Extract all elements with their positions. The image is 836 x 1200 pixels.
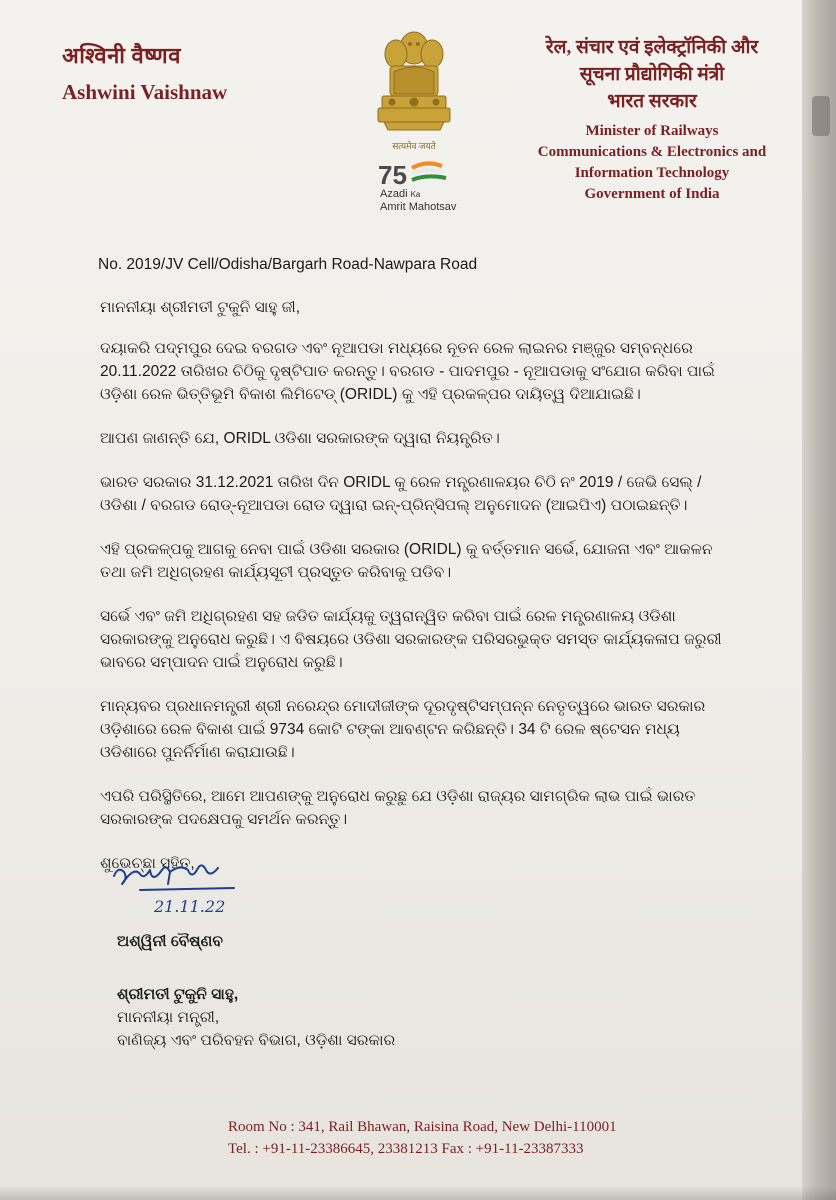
designation-hindi-line-2: सूचना प्रौद्योगिकी मंत्री xyxy=(579,64,725,85)
lion-capital-icon xyxy=(364,22,464,142)
signature-date: 21.11.22 xyxy=(154,897,226,916)
designation-english-line-4: Government of India xyxy=(584,186,720,202)
closing: ଶୁଭେଚ୍ଛା ସହିତ, xyxy=(100,855,195,872)
recipient-designation: ମାନନୀୟା ମନ୍ତ୍ରୀ, xyxy=(117,1009,220,1026)
paragraph-3: ଭାରତ ସରକାର 31.12.2021 ତାରିଖ ଦିନ ORIDL କୁ ରେଳ ମନ୍ତ୍ରଣାଳୟର ଚିଠି ନଂ 2019 / ଜେଭି ସେଲ୍ / ଓଡିଶା / ବରଗଡ ରୋଡ୍-ନୂଆପଡା ରୋଡ ଦ୍ୱାରା ଇନ୍-ପ୍ରିନ୍ସିପଲ୍ ଅନୁମୋଦନ (ଆଇପିଏ) ପଠାଇଛନ୍ତି। xyxy=(100,474,702,514)
designation-english-line-3: Information Technology xyxy=(574,165,730,181)
desk-object xyxy=(812,96,830,136)
paragraph-4: ଏହି ପ୍ରକଳ୍ପକୁ ଆଗକୁ ନେବା ପାଇଁ ଓଡିଶା ସରକାର (ORIDL) କୁ ବର୍ତ୍ତମାନ ସର୍ଭେ, ଯୋଜନା ଏବଂ ଆକଳନ ତଥା ଜମି ଅଧିଗ୍ରହଣ କାର୍ଯ୍ୟସୂଚୀ ପ୍ରସ୍ତୁତ କରିବାକୁ ପଡିବ। xyxy=(100,541,713,581)
page-edge-shadow xyxy=(802,0,836,1200)
paragraph-1: ଦୟାକରି ପଦ୍ମପୁର ଦେଇ ବରଗଡ ଏବଂ ନୂଆପଡା ମଧ୍ୟରେ ନୂତନ ରେଳ ଲାଇନର ମଞ୍ଜୁର ସମ୍ବନ୍ଧରେ 20.11.2022 ତାରିଖର ଚିଠିକୁ ଦୃଷ୍ଟିପାତ କରନ୍ତୁ। ବରଗଡ - ପାଦମପୁର - ନୂଆପଡାକୁ ସଂଯୋଗ କରିବା ପାଇଁ ଓଡ଼ିଶା ରେଳ ଭିତ୍ତିଭୂମି ବିକାଶ ଲିମିଟେଡ୍ (ORIDL) କୁ ଏହି ପ୍ରକଳ୍ପର ଦାୟିତ୍ୱ ଦିଆଯାଇଛି। xyxy=(100,340,715,403)
office-address: Room No : 341, Rail Bhawan, Raisina Road, New Delhi-110001 xyxy=(228,1119,617,1135)
contact-numbers: Tel. : +91-11-23386645, 23381213 Fax : +91-11-23387333 xyxy=(228,1141,584,1157)
sender-block xyxy=(62,40,227,105)
salutation: ମାନନୀୟା ଶ୍ରୀମତୀ ଟୁକୁନି ସାହୁ ଜୀ, xyxy=(100,299,301,316)
page-bottom-shadow xyxy=(0,1186,836,1200)
recipient-name: ଶ୍ରୀମତୀ ଟୁକୁନି ସାହୁ, xyxy=(117,986,239,1003)
designation-block xyxy=(522,34,782,205)
signature-icon xyxy=(110,858,280,922)
azadi-75-logo-icon xyxy=(376,158,456,190)
sender-name-english: Ashwini Vaishnaw xyxy=(62,80,228,104)
sender-name-hindi: अश्विनी वैष्णव xyxy=(62,43,181,68)
recipient-department: ବାଣିଜ୍ୟ ଏବଂ ପରିବହନ ବିଭାଗ, ଓଡ଼ିଶା ସରକାର xyxy=(117,1032,396,1049)
national-emblem xyxy=(364,22,464,213)
paragraph-2: ଆପଣ ଜାଣନ୍ତି ଯେ, ORIDL ଓଡିଶା ସରକାରଙ୍କ ଦ୍ୱାରା ନିୟନ୍ତ୍ରିତ। xyxy=(100,430,500,447)
designation-hindi-line-3: भारत सरकार xyxy=(607,91,697,112)
paragraph-6: ମାନ୍ୟବର ପ୍ରଧାନମନ୍ତ୍ରୀ ଶ୍ରୀ ନରେନ୍ଦ୍ର ମୋଦୀଜୀଙ୍କ ଦୂରଦୃଷ୍ଟିସମ୍ପନ୍ନ ନେତୃତ୍ୱରେ ଭାରତ ସରକାର ଓଡ଼ିଶାରେ ରେଳ ବିକାଶ ପାଇଁ 9734 କୋଟି ଟଙ୍କା ଆବଣ୍ଟନ କରିଛନ୍ତି। 34 ଟି ରେଳ ଷ୍ଟେସନ ମଧ୍ୟ ଓଡିଶାରେ ପୁନର୍ନିର୍ମାଣ କରାଯାଉଛି। xyxy=(100,698,706,761)
designation-english-line-1: Minister of Railways xyxy=(585,123,719,139)
azadi-ka-amrit-mahotsav-label: Azadi Ka Amrit Mahotsav xyxy=(380,188,457,213)
reference-number: No. 2019/JV Cell/Odisha/Bargarh Road-Nawpara Road xyxy=(98,256,478,273)
footer-address xyxy=(228,1116,617,1160)
emblem-motto: सत्यमेव जयते xyxy=(392,141,436,151)
designation-english-line-2: Communications & Electronics and xyxy=(537,144,767,160)
handwritten-signature xyxy=(110,858,280,922)
recipient-block xyxy=(117,983,395,1052)
svg-text:75: 75 xyxy=(378,160,407,190)
paragraph-7: ଏପରି ପରିସ୍ଥିତିରେ, ଆମେ ଆପଣଙ୍କୁ ଅନୁରୋଧ କରୁଛୁ ଯେ ଓଡ଼ିଶା ରାଜ୍ୟର ସାମଗ୍ରିକ ଲାଭ ପାଇଁ ଭାରତ ସରକାରଙ୍କ ପଦକ୍ଷେପକୁ ସମର୍ଥନ କରନ୍ତୁ। xyxy=(100,788,696,828)
signatory-name: ଅଶ୍ୱିନୀ ବୈଷ୍ଣବ xyxy=(117,933,223,950)
letter-body xyxy=(100,296,740,875)
paragraph-5: ସର୍ଭେ ଏବଂ ଜମି ଅଧିଗ୍ରହଣ ସହ ଜଡିତ କାର୍ଯ୍ୟକୁ ତ୍ୱରାନ୍ୱିତ କରିବା ପାଇଁ ରେଳ ମନ୍ତ୍ରଣାଳୟ ଓଡିଶା ସରକାରଙ୍କୁ ଅନୁରୋଧ କରୁଛି। ଏ ବିଷୟରେ ଓଡିଶା ସରକାରଙ୍କ ପରିସରଭୁକ୍ତ ସମସ୍ତ କାର୍ଯ୍ୟକଳାପ ଜରୁରୀ ଭାବରେ ସମ୍ପାଦନ ପାଇଁ ଅନୁରୋଧ କରୁଛି। xyxy=(100,608,722,671)
designation-hindi-line-1: रेल, संचार एवं इलेक्ट्रॉनिकी और xyxy=(545,37,759,58)
